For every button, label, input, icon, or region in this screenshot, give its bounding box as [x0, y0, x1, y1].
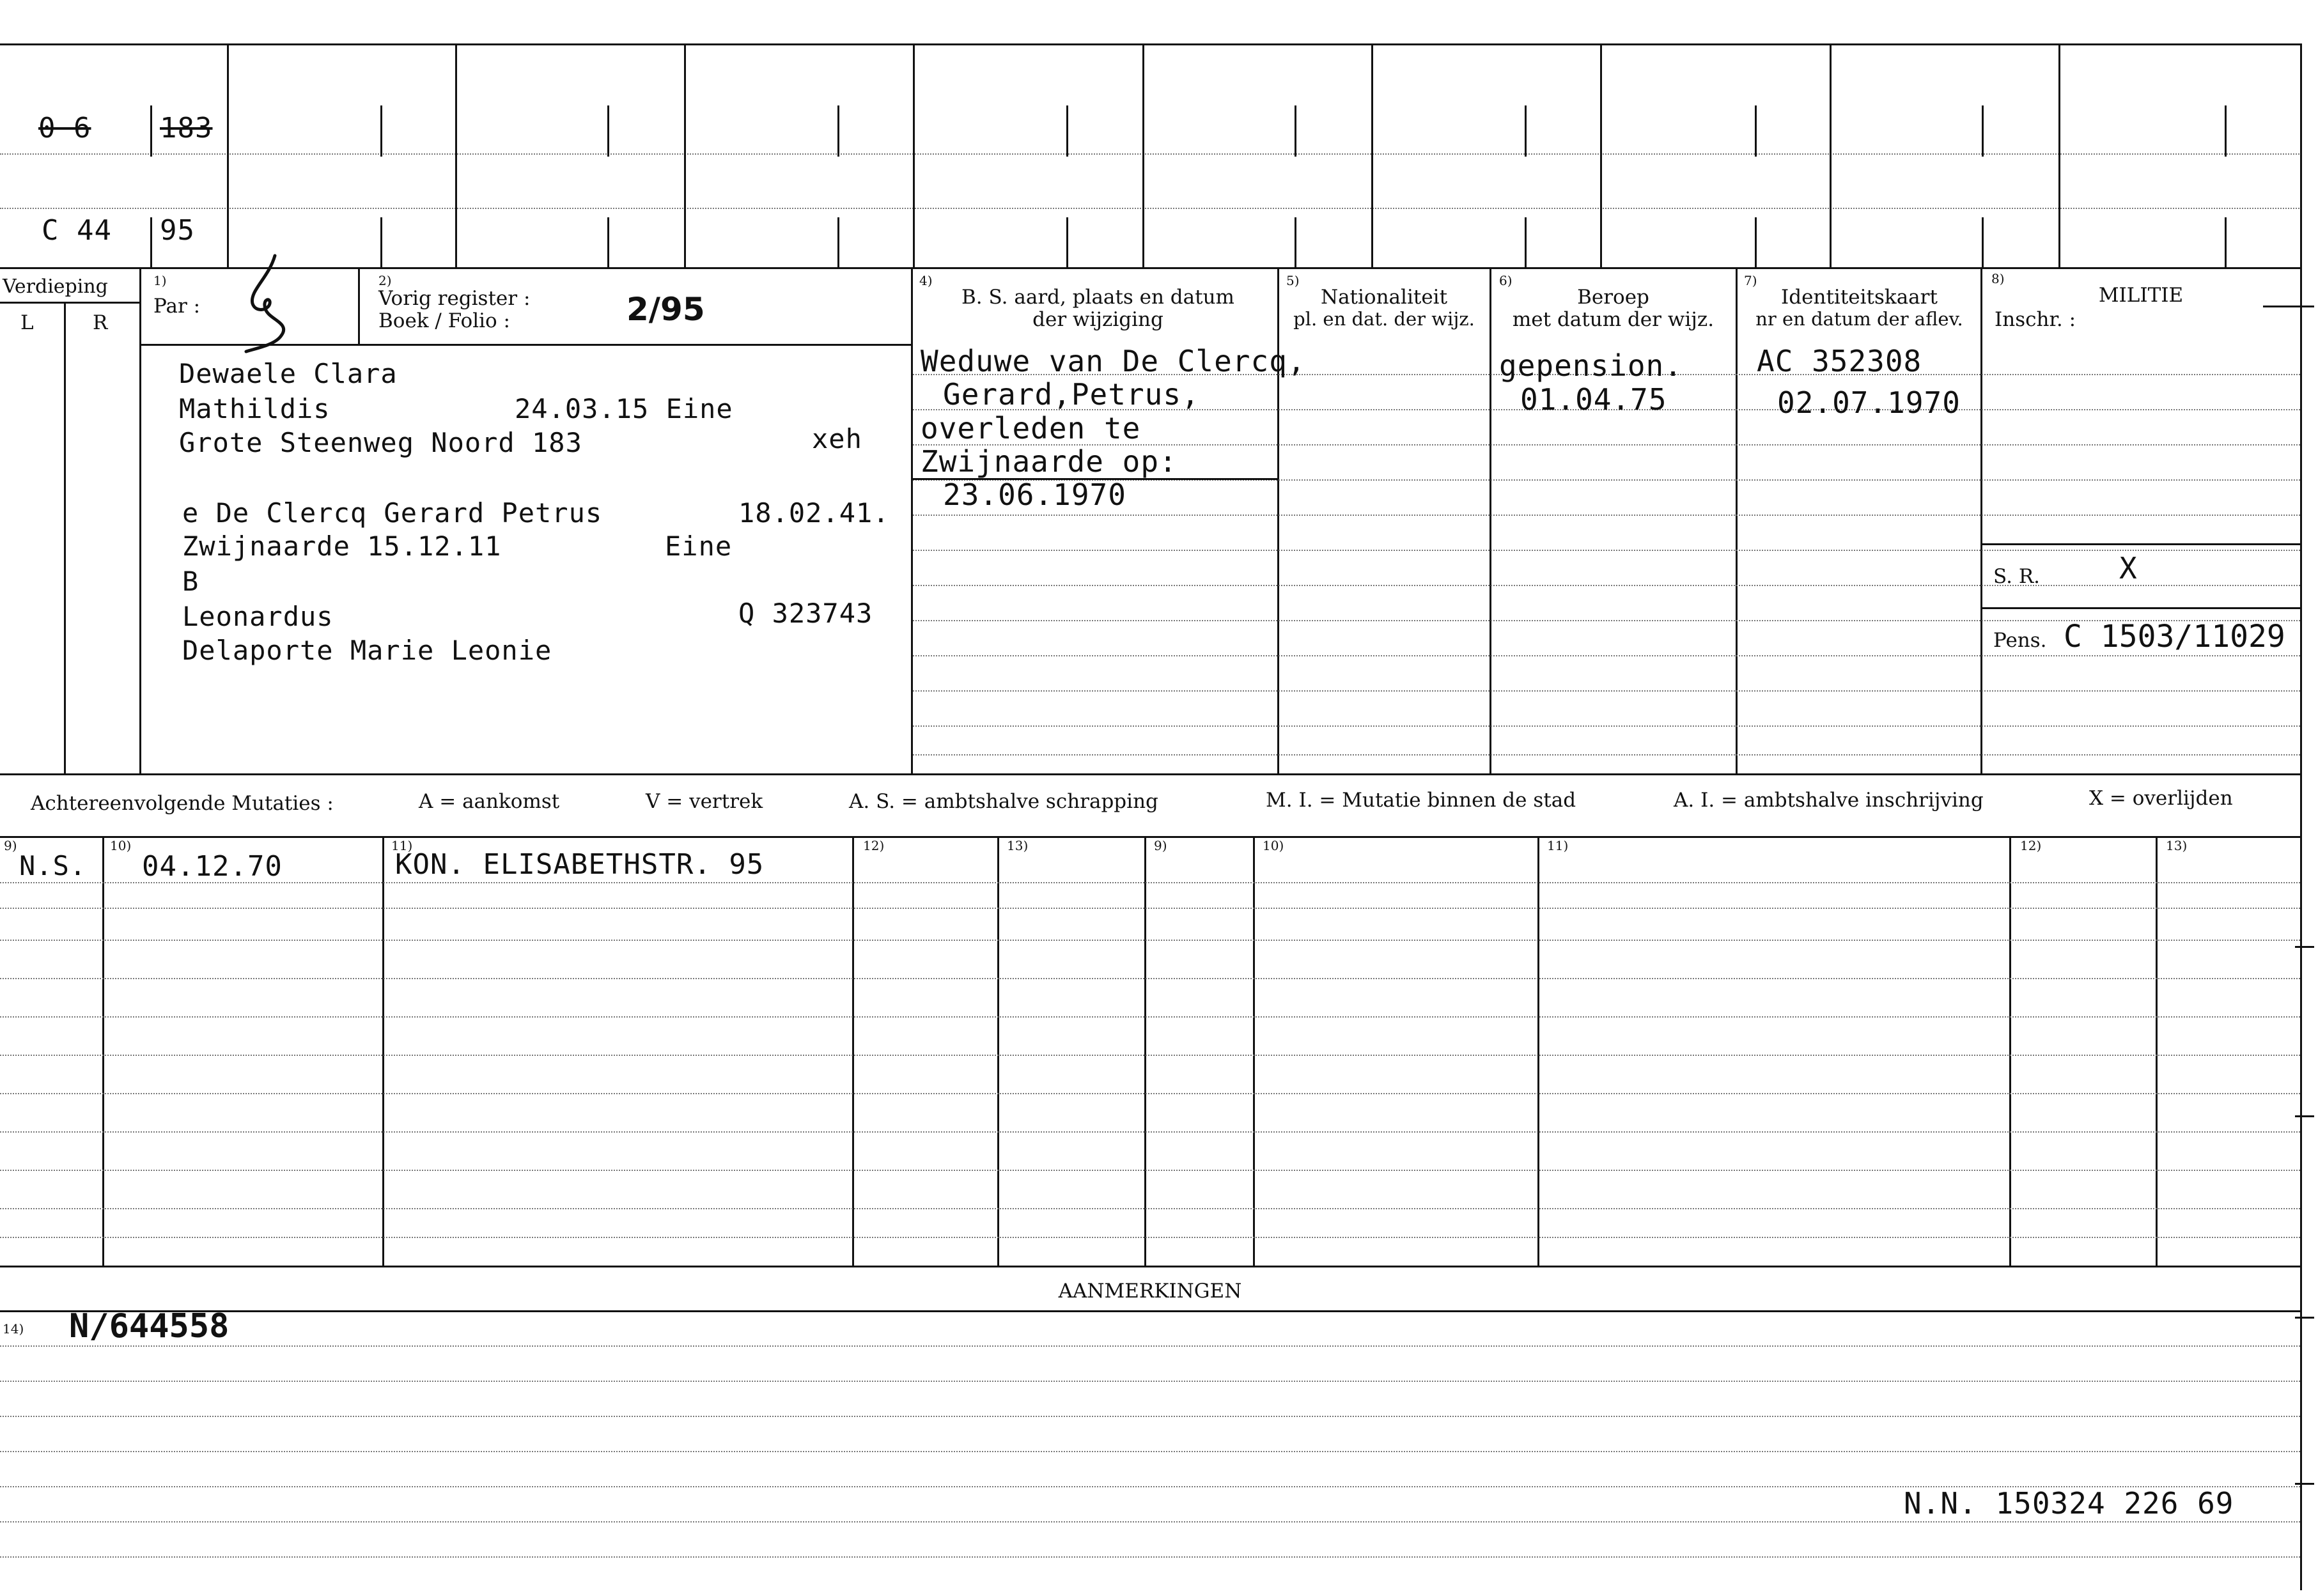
person-b-marker: B [182, 566, 199, 597]
father-name: Leonardus [182, 601, 334, 632]
wijziging-line5: 23.06.1970 [943, 477, 1126, 512]
strip-number-1: 0 6 [38, 112, 91, 144]
legend-title: Achtereenvolgende Mutaties : [31, 792, 334, 815]
nat-header-line1: Nationaliteit [1320, 286, 1448, 309]
pens-label: Pens. [1993, 629, 2047, 652]
person-status: xeh [812, 423, 862, 454]
id-date: 02.07.1970 [1777, 385, 1961, 420]
mutatie-col-9: 9) [4, 838, 17, 853]
register-value: 2/95 [626, 291, 705, 328]
sr-label: S. R. [1993, 565, 2041, 588]
strip-number-4: 95 [160, 214, 195, 247]
person-reference: Q 323743 [738, 598, 873, 629]
verdieping-label: Verdieping [3, 275, 108, 298]
col-8-number: 8) [1991, 271, 2005, 286]
mutatie-date: 04.12.70 [142, 850, 283, 883]
mother-name: Delaporte Marie Leonie [182, 635, 552, 666]
beroep-value: gepension. [1499, 348, 1683, 383]
mutatie-col-12b: 12) [2020, 838, 2042, 853]
mutatie-col-13: 13) [1007, 838, 1029, 853]
pens-value: C 1503/11029 [2064, 619, 2285, 655]
strip-number-3: C 44 [42, 214, 112, 247]
legend-ai: A. I. = ambtshalve inschrijving [1674, 789, 1984, 812]
vorig-register-label: Vorig register : [378, 287, 531, 310]
col-1-number: 1) [153, 273, 167, 288]
col-2-number: 2) [378, 273, 392, 288]
beroep-header-line1: Beroep [1577, 286, 1649, 309]
mutatie-address: KON. ELISABETHSTR. 95 [395, 848, 765, 881]
col-4-number: 4) [919, 273, 933, 288]
mutatie-col-10: 10) [110, 838, 132, 853]
person-address: Grote Steenweg Noord 183 [179, 427, 582, 458]
legend-as: A. S. = ambtshalve schrapping [849, 790, 1158, 813]
mutatie-type: N.S. [19, 850, 87, 881]
spouse-birthplace: Eine [665, 531, 733, 562]
spouse-birth: Zwijnaarde 15.12.11 [182, 531, 502, 562]
spouse-date: 18.02.41. [738, 497, 890, 529]
verdieping-r: R [93, 311, 108, 334]
wijziging-line4: Zwijnaarde op: [921, 444, 1178, 479]
id-header-line2: nr en datum der aflev. [1755, 308, 1963, 330]
mutatie-col-12: 12) [863, 838, 885, 853]
boek-folio-label: Boek / Folio : [378, 309, 510, 332]
mutatie-col-13b: 13) [2166, 838, 2188, 853]
col-7-number: 7) [1744, 273, 1757, 288]
aanmerkingen-title: AANMERKINGEN [1058, 1280, 1242, 1303]
person-birth: 24.03.15 Eine [515, 393, 733, 424]
aanmerkingen-number: 14) [3, 1321, 24, 1336]
col-6-number: 6) [1499, 273, 1513, 288]
bs-header-line2: der wijziging [1032, 308, 1163, 331]
nat-header-line2: pl. en dat. der wijz. [1293, 308, 1475, 330]
mutatie-col-10b: 10) [1263, 838, 1284, 853]
aanmerking-value: N/644558 [69, 1307, 229, 1345]
beroep-date: 01.04.75 [1520, 382, 1667, 417]
bs-header-line1: B. S. aard, plaats en datum [961, 286, 1234, 309]
legend-v: V = vertrek [646, 790, 763, 813]
mutatie-col-9b: 9) [1154, 838, 1167, 853]
mutatie-col-11b: 11) [1547, 838, 1569, 853]
par-handwritten-mark [230, 252, 332, 357]
legend-a: A = aankomst [419, 790, 560, 813]
id-number: AC 352308 [1757, 344, 1922, 378]
verdieping-l: L [20, 311, 34, 334]
sr-value: X [2119, 551, 2138, 585]
beroep-header-line2: met datum der wijz. [1512, 308, 1715, 331]
legend-mi: M. I. = Mutatie binnen de stad [1266, 789, 1576, 812]
wijziging-line2: Gerard,Petrus, [943, 377, 1200, 412]
person-firstname: Mathildis [179, 393, 331, 424]
spouse-name: e De Clercq Gerard Petrus [182, 497, 603, 529]
person-name: Dewaele Clara [179, 358, 398, 389]
strip-number-2: 183 [160, 112, 213, 144]
inschr-label: Inschr. : [1995, 308, 2076, 331]
id-header-line1: Identiteitskaart [1781, 286, 1938, 309]
mutatie-col-11: 11) [391, 838, 413, 853]
par-label: Par : [153, 295, 201, 318]
wijziging-line3: overleden te [921, 411, 1141, 445]
col-5-number: 5) [1286, 273, 1300, 288]
wijziging-line1: Weduwe van De Clercq, [921, 344, 1306, 378]
nn-footer: N.N. 150324 226 69 [1904, 1486, 2234, 1521]
militie-header: MILITIE [2098, 284, 2184, 307]
legend-x: X = overlijden [2089, 787, 2233, 810]
